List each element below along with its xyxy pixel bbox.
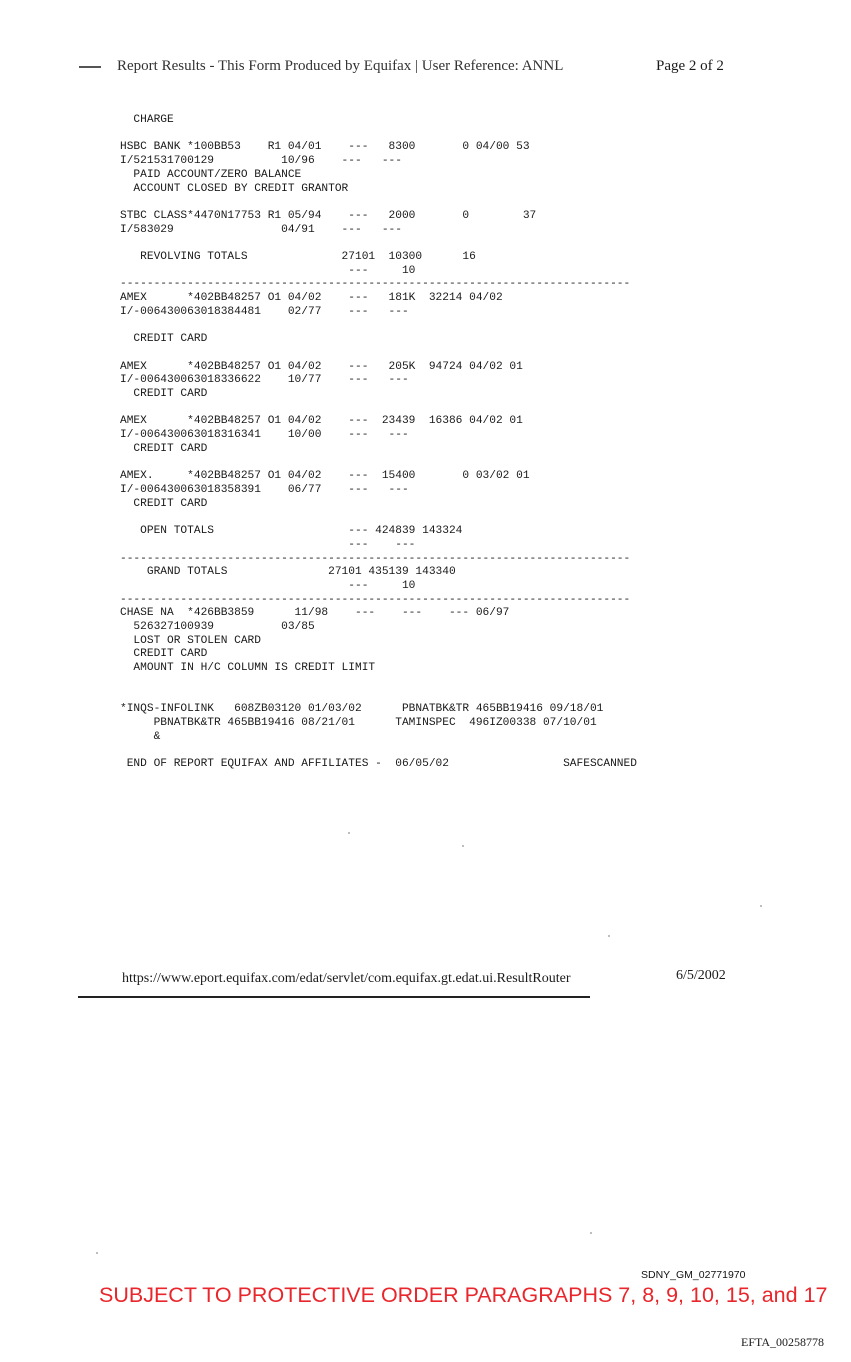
report-line: ---------------------------------------------------------------------------- [120,552,631,565]
report-line: CREDIT CARD [120,497,208,510]
efta-identifier: EFTA_00258778 [741,1335,825,1349]
report-line: ---------------------------------------------------------------------------- [120,278,631,291]
report-line: ACCOUNT CLOSED BY CREDIT GRANTOR [120,182,349,195]
report-line: ---------------------------------------------------------------------------- [120,593,631,606]
report-line: I/583029 04/91 --- --- [120,223,402,236]
report-line: --- 10 [120,579,416,592]
report-line: 526327100939 03/85 [120,621,315,634]
report-line: REVOLVING TOTALS 27101 10300 16 [120,251,476,264]
report-line: --- --- [120,538,416,551]
report-line: END OF REPORT EQUIFAX AND AFFILIATES - 06/05/02 SAFESCANNED [120,758,637,771]
credit-report-body [120,114,637,772]
report-line: HSBC BANK *100BB53 R1 04/01 --- 8300 0 04/00 53 [120,141,530,154]
report-line: I/-006430063018336622 10/77 --- --- [120,374,409,387]
report-line: & [120,730,161,743]
report-line: *INQS-INFOLINK 608ZB03120 01/03/02 PBNATBK&TR 465BB19416 09/18/01 [120,703,604,716]
report-line: STBC CLASS*4470N17753 R1 05/94 --- 2000 0 37 [120,209,537,222]
protective-order-notice: SUBJECT TO PROTECTIVE ORDER PARAGRAPHS 7, 8, 9, 10, 15, and 17 [99,1283,828,1307]
scan-mark [79,66,101,68]
bates-number: SDNY_GM_02771970 [641,1269,746,1281]
report-line: CREDIT CARD [120,648,208,661]
report-line: AMEX *402BB48257 O1 04/02 --- 181K 32214 04/02 [120,292,503,305]
report-line: OPEN TOTALS --- 424839 143324 [120,525,463,538]
scan-speck [462,845,464,847]
scan-speck [760,905,762,907]
report-line: AMEX. *402BB48257 O1 04/02 --- 15400 0 03/02 01 [120,470,530,483]
report-line: PBNATBK&TR 465BB19416 08/21/01 TAMINSPEC 496IZ00338 07/10/01 [120,716,597,729]
scan-speck [608,935,610,937]
report-line: CREDIT CARD [120,388,208,401]
page-number: Page 2 of 2 [656,58,724,74]
header-title: Report Results - This Form Produced by Equifax | User Reference: ANNL [117,58,564,74]
scan-speck [348,832,350,834]
scan-speck [96,1252,98,1254]
report-line: LOST OR STOLEN CARD [120,634,261,647]
footer-date: 6/5/2002 [676,968,726,983]
report-line: AMEX *402BB48257 O1 04/02 --- 23439 16386 04/02 01 [120,415,523,428]
report-line: I/-006430063018316341 10/00 --- --- [120,429,409,442]
report-line: CREDIT CARD [120,442,208,455]
report-line: PAID ACCOUNT/ZERO BALANCE [120,168,302,181]
scan-speck [590,1232,592,1234]
report-line: I/521531700129 10/96 --- --- [120,155,402,168]
report-line: I/-006430063018384481 02/77 --- --- [120,305,409,318]
report-line: --- 10 [120,264,416,277]
footer-url: https://www.eport.equifax.com/edat/servlet/com.equifax.gt.edat.ui.ResultRouter [122,971,571,986]
report-line: GRAND TOTALS 27101 435139 143340 [120,566,456,579]
report-line: AMOUNT IN H/C COLUMN IS CREDIT LIMIT [120,662,376,675]
report-line: CHARGE [120,114,174,126]
report-line: CHASE NA *426BB3859 11/98 --- --- --- 06/97 [120,607,510,620]
report-line: CREDIT CARD [120,333,208,346]
report-line: I/-006430063018358391 06/77 --- --- [120,483,409,496]
report-line: AMEX *402BB48257 O1 04/02 --- 205K 94724 04/02 01 [120,360,523,373]
footer-divider [78,996,590,998]
